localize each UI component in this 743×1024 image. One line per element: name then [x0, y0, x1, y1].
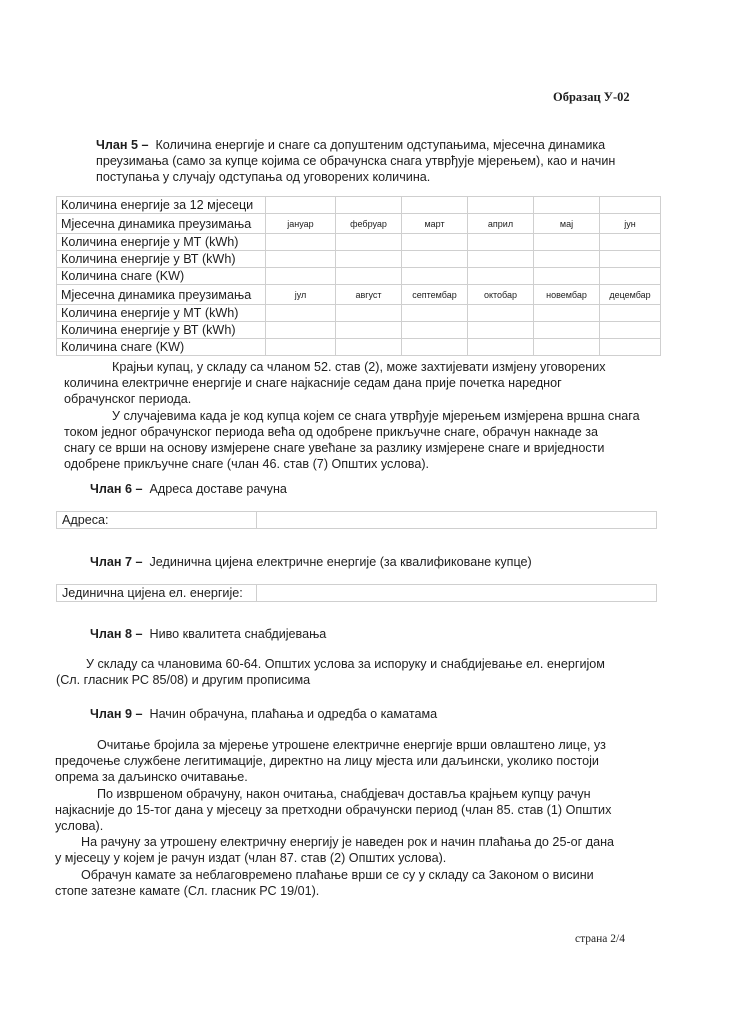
value-cell[interactable]: [468, 305, 534, 322]
value-cell[interactable]: [336, 339, 402, 356]
table-row: [57, 339, 661, 356]
value-cell[interactable]: [402, 339, 468, 356]
value-cell[interactable]: [336, 197, 402, 214]
address-label: Адреса:: [57, 512, 257, 529]
table-row: [57, 251, 661, 268]
para-line: у мјесецу у којем је рачун издат (члан 87. став (2) Општих услова).: [55, 851, 447, 866]
value-cell[interactable]: [402, 268, 468, 285]
row-label: Мјесечна динамика преузимања: [57, 285, 266, 305]
para-line: стопе затезне камате (Сл. гласник РС 19/01).: [55, 883, 320, 898]
article8-heading: [90, 627, 326, 641]
value-cell[interactable]: [600, 251, 661, 268]
value-cell[interactable]: [468, 234, 534, 251]
value-cell[interactable]: [600, 234, 661, 251]
month-cell: април: [468, 214, 534, 234]
article8-label: Члан 8 –: [90, 627, 143, 641]
value-cell[interactable]: [266, 197, 336, 214]
para-line: Обрачун камате за неблаговремено плаћање врши се су у складу са Законом о висини: [81, 867, 594, 882]
row-label: Количина снаге (KW): [57, 268, 266, 285]
table-row: [57, 322, 661, 339]
unit-price-input[interactable]: [257, 585, 657, 602]
para-line: (Сл. гласник РС 85/08) и другим прописима: [56, 673, 311, 688]
article5-block: [96, 137, 644, 186]
para-line: Крајњи купац, у складу са чланом 52. став (2), може захтијевати измјену уговорених: [112, 360, 606, 374]
value-cell[interactable]: [336, 268, 402, 285]
value-cell[interactable]: [534, 234, 600, 251]
month-cell: мај: [534, 214, 600, 234]
value-cell[interactable]: [266, 339, 336, 356]
article7-label: Члан 7 –: [90, 555, 143, 569]
value-cell[interactable]: [266, 251, 336, 268]
value-cell[interactable]: [266, 305, 336, 322]
row-label: Количина енергије у ВТ (kWh): [57, 322, 266, 339]
row-label: Количина енергије у МТ (kWh): [57, 234, 266, 251]
month-cell: децембар: [600, 285, 661, 305]
article5-text-line2: преузимања (само за купце којима се обрачунска снага утврђује мјерењем), као и начин: [96, 154, 616, 169]
table-row: [57, 214, 661, 234]
table-row: [57, 268, 661, 285]
table-row: [57, 197, 661, 214]
month-cell: октобар: [468, 285, 534, 305]
value-cell[interactable]: [534, 305, 600, 322]
unit-price-label: Јединична цијена ел. енергије:: [57, 585, 257, 602]
para-line: На рачуну за утрошену електричну енергију је наведен рок и начин плаћања до 25-ог дана: [81, 835, 615, 850]
address-table: [56, 511, 657, 529]
value-cell[interactable]: [266, 234, 336, 251]
article8-block: [56, 656, 645, 688]
value-cell[interactable]: [402, 251, 468, 268]
value-cell[interactable]: [402, 197, 468, 214]
month-cell: март: [402, 214, 468, 234]
value-cell[interactable]: [468, 251, 534, 268]
row-label: Количина енергије у ВТ (kWh): [57, 251, 266, 268]
article5-text-line3: поступања у случају одступања од уговорених количина.: [96, 170, 431, 185]
value-cell[interactable]: [336, 322, 402, 339]
row-label: Количина снаге (KW): [57, 339, 266, 356]
value-cell[interactable]: [600, 197, 661, 214]
row-label: Мјесечна динамика преузимања: [57, 214, 266, 234]
para-line: одобрене прикључне снаге (члан 46. став (7) Општих услова).: [64, 457, 430, 472]
value-cell[interactable]: [266, 322, 336, 339]
value-cell[interactable]: [534, 339, 600, 356]
value-cell[interactable]: [468, 339, 534, 356]
table-row: [57, 285, 661, 305]
para-line: опрема за даљинско очитавање.: [55, 770, 248, 785]
value-cell[interactable]: [468, 197, 534, 214]
value-cell[interactable]: [600, 268, 661, 285]
row-label: Количина енергије у МТ (kWh): [57, 305, 266, 322]
para-line: У складу са члановима 60-64. Општих услова за испоруку и снабдијевање ел. енергијом: [86, 657, 605, 671]
month-cell: август: [336, 285, 402, 305]
para-line: услова).: [55, 819, 104, 834]
month-cell: јун: [600, 214, 661, 234]
para-line: У случајевима када је код купца којем се снага утврђује мјерењем измјерена вршна снага: [112, 408, 640, 423]
article7-text: Јединична цијена електричне енергије (за квалификоване купце): [149, 555, 532, 569]
para-line: количина електричне енергије и снаге најкасније седам дана прије почетка наредног: [64, 376, 562, 391]
address-input[interactable]: [257, 512, 657, 529]
article6-label: Члан 6 –: [90, 482, 143, 496]
para-line: најкасније до 15-тог дана у мјесецу за претходни обрачунски период (члан 85. став (1) Општих: [55, 802, 612, 817]
article7-heading: [90, 555, 532, 569]
article9-heading: [90, 707, 437, 721]
article9-text: Начин обрачуна, плаћања и одредба о каматама: [149, 707, 438, 721]
value-cell[interactable]: [336, 305, 402, 322]
value-cell[interactable]: [600, 322, 661, 339]
para-line: обрачунског периода.: [64, 392, 192, 407]
energy-table: [56, 196, 661, 356]
article6-text: Адреса доставе рачуна: [149, 482, 287, 496]
form-code: Образац У-02: [553, 90, 630, 104]
value-cell[interactable]: [600, 305, 661, 322]
para-line: током једног обрачунског периода већа од одобрене прикључне снаге, обрачун накнаде за: [64, 424, 598, 439]
row-label: Количина енергије за 12 мјесеци: [57, 197, 266, 214]
month-cell: јул: [266, 285, 336, 305]
article6-heading: [90, 482, 287, 496]
amendment-paragraph: [64, 359, 645, 472]
para-line: По извршеном обрачуну, након очитања, снабдјевач доставља крајњем купцу рачун: [97, 786, 591, 801]
value-cell[interactable]: [534, 268, 600, 285]
value-cell[interactable]: [534, 251, 600, 268]
article8-text: Ниво квалитета снабдијевања: [149, 627, 327, 641]
article9-block: [55, 737, 645, 899]
value-cell[interactable]: [402, 234, 468, 251]
month-cell: фебруар: [336, 214, 402, 234]
page-number: страна 2/4: [575, 933, 625, 945]
value-cell[interactable]: [534, 322, 600, 339]
para-line: Очитање бројила за мјерење утрошене електричне енергије врши овлаштено лице, уз: [97, 738, 606, 752]
para-line: предочење службене легитимације, директно на лицу мјеста или даљински, уколико постоји: [55, 754, 599, 769]
value-cell[interactable]: [402, 305, 468, 322]
para-line: снагу се врши на основу измјерене снаге увећане за разлику измјерене снаге и вриједности: [64, 441, 605, 456]
value-cell[interactable]: [336, 251, 402, 268]
value-cell[interactable]: [468, 322, 534, 339]
month-cell: новембар: [534, 285, 600, 305]
table-row: [57, 305, 661, 322]
month-cell: јануар: [266, 214, 336, 234]
value-cell[interactable]: [468, 268, 534, 285]
unit-price-table: [56, 584, 657, 602]
month-cell: септембар: [402, 285, 468, 305]
article9-label: Члан 9 –: [90, 707, 143, 721]
value-cell[interactable]: [600, 339, 661, 356]
value-cell[interactable]: [534, 197, 600, 214]
article5-label: Члан 5 –: [96, 138, 149, 152]
value-cell[interactable]: [402, 322, 468, 339]
article5-text-line1: Количина енергије и снаге са допуштеним одступањима, мјесечна динамика: [155, 138, 606, 152]
table-row: [57, 234, 661, 251]
value-cell[interactable]: [266, 268, 336, 285]
value-cell[interactable]: [336, 234, 402, 251]
